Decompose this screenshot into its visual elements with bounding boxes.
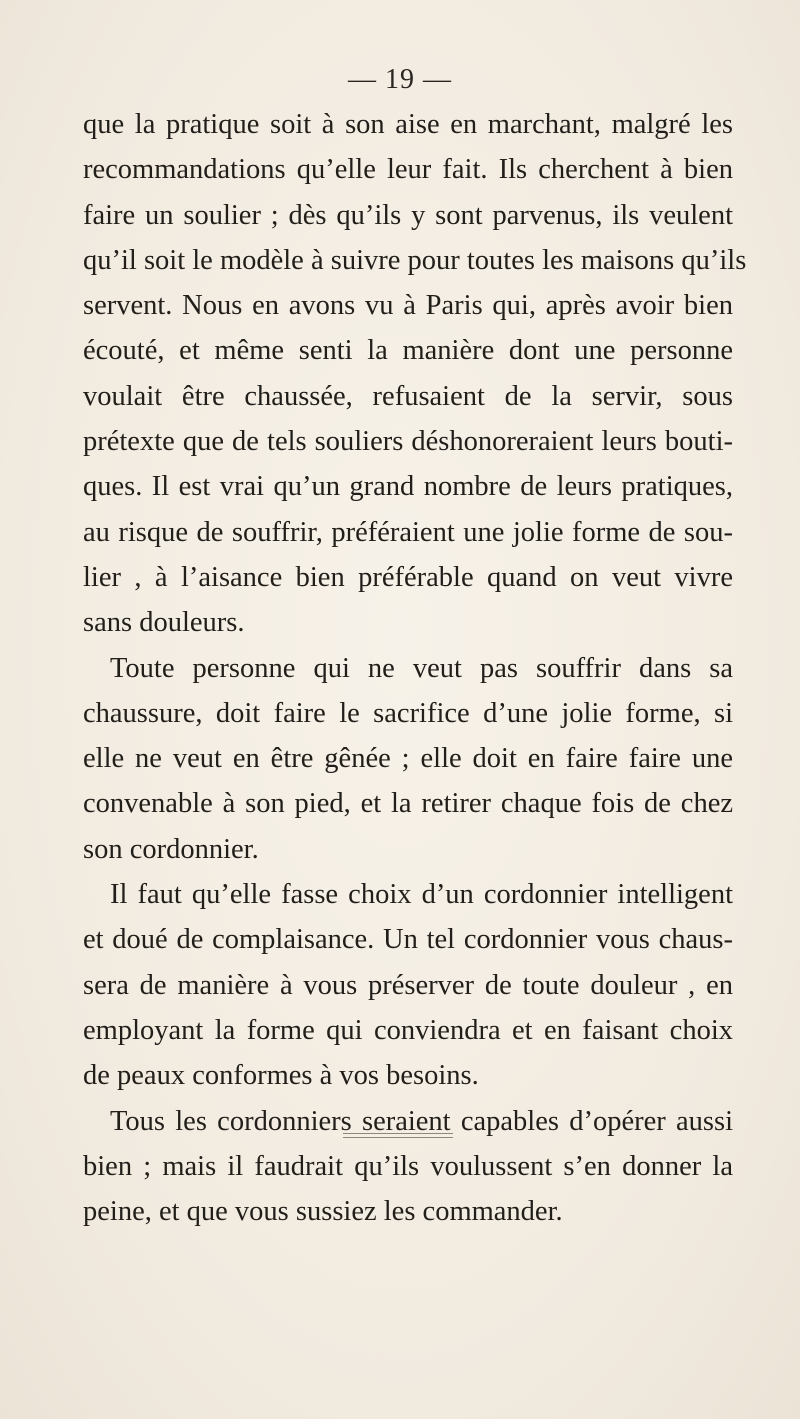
text-line: convenable à son pied, et la retirer chaque fois de chez	[83, 788, 733, 820]
closing-rule-ornament	[343, 1133, 453, 1138]
text-line: voulait être chaussée, refusaient de la servir, sous	[83, 380, 733, 412]
text-line: sans douleurs.	[83, 607, 245, 639]
text-line: chaussure, doit faire le sacrifice d’une jolie forme, si	[83, 697, 733, 729]
text-line: Toute personne qui ne veut pas souffrir dans sa	[110, 652, 733, 684]
text-line: elle ne veut en être gênée ; elle doit en faire faire une	[83, 743, 733, 775]
text-line: employant la forme qui conviendra et en faisant choix	[83, 1014, 733, 1046]
text-line: faire un soulier ; dès qu’ils y sont parvenus, ils veulent	[83, 199, 733, 231]
text-line: de peaux conformes à vos besoins.	[83, 1060, 479, 1092]
text-line: lier , à l’aisance bien préférable quand on veut vivre	[83, 561, 733, 593]
body-text	[83, 102, 747, 1234]
text-line: écouté, et même senti la manière dont une personne	[83, 335, 733, 367]
text-line: son cordonnier.	[83, 833, 259, 865]
text-line: bien ; mais il faudrait qu’ils voulussent s’en donner la	[83, 1150, 733, 1182]
text-line: prétexte que de tels souliers déshonoreraient leurs bouti-	[83, 426, 733, 458]
text-line: recommandations qu’elle leur fait. Ils cherchent à bien	[83, 154, 733, 186]
text-line: ques. Il est vrai qu’un grand nombre de leurs pratiques,	[83, 471, 733, 503]
text-line: Il faut qu’elle fasse choix d’un cordonnier intelligent	[110, 879, 733, 911]
text-line: que la pratique soit à son aise en marchant, malgré les	[83, 109, 733, 140]
text-line: et doué de complaisance. Un tel cordonnier vous chaus-	[83, 924, 733, 956]
text-line: Tous les cordonniers seraient capables d’opérer aussi	[110, 1105, 733, 1137]
page-number: — 19 —	[348, 64, 452, 95]
text-line: sera de manière à vous préserver de toute douleur , en	[83, 969, 733, 1001]
text-line: peine, et que vous sussiez les commander.	[83, 1196, 563, 1228]
text-line: au risque de souffrir, préféraient une jolie forme de sou-	[83, 516, 733, 548]
text-line: servent. Nous en avons vu à Paris qui, après avoir bien	[83, 290, 733, 322]
text-line: qu’il soit le modèle à suivre pour toutes les maisons qu’ils	[83, 244, 747, 276]
